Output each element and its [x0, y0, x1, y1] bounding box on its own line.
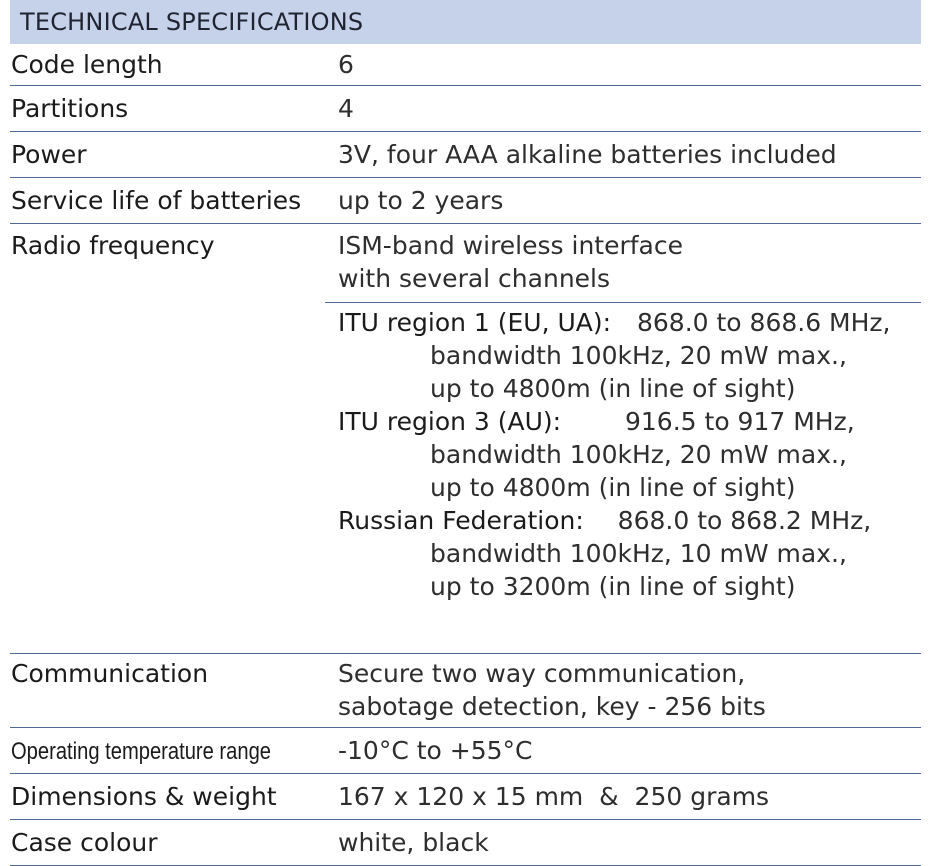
region-2-name: ITU region 3 (AU): [338, 407, 562, 436]
value-dimensions: 167 x 120 x 15 mm & 250 grams [338, 782, 770, 811]
radio-divider [325, 302, 921, 303]
region-3-detail2: up to 3200m (in line of sight) [430, 572, 796, 601]
row-partitions [10, 86, 921, 132]
value-temperature: -10°C to +55°C [338, 736, 533, 765]
header-title: TECHNICAL SPECIFICATIONS [20, 8, 364, 36]
spec-table [10, 0, 921, 866]
label-radio-frequency: Radio frequency [11, 231, 215, 260]
region-3-detail1: bandwidth 100kHz, 10 mW max., [430, 539, 847, 568]
label-case-colour: Case colour [11, 828, 158, 857]
table-header [10, 0, 921, 44]
row-radio-frequency [10, 224, 921, 654]
region-2-detail1: bandwidth 100kHz, 20 mW max., [430, 440, 847, 469]
region-3-freq: 868.0 to 868.2 MHz, [617, 506, 872, 535]
region-2-freq: 916.5 to 917 MHz, [625, 407, 855, 436]
region-2-heading [338, 405, 855, 438]
value-radio-line1: ISM-band wireless interface [338, 231, 684, 260]
row-case-colour [10, 820, 921, 866]
label-battery-life: Service life of batteries [11, 186, 302, 215]
row-power [10, 132, 921, 178]
value-battery-life: up to 2 years [338, 186, 504, 215]
region-1-heading [338, 306, 891, 339]
label-partitions: Partitions [11, 94, 129, 123]
row-battery-life [10, 178, 921, 224]
row-code-length [10, 44, 921, 86]
label-communication: Communication [11, 659, 209, 688]
row-communication [10, 654, 921, 728]
region-1-freq: 868.0 to 868.6 MHz, [636, 308, 891, 337]
region-2-detail2: up to 4800m (in line of sight) [430, 473, 796, 502]
region-3-heading [338, 504, 871, 537]
region-3-name: Russian Federation: [338, 506, 584, 535]
region-1-detail2: up to 4800m (in line of sight) [430, 374, 796, 403]
value-communication-line2: sabotage detection, key - 256 bits [338, 692, 766, 721]
label-code-length: Code length [11, 50, 163, 79]
row-dimensions [10, 774, 921, 820]
value-case-colour: white, black [338, 828, 489, 857]
row-temperature [10, 728, 921, 774]
value-communication-line1: Secure two way communication, [338, 659, 746, 688]
value-power: 3V, four AAA alkaline batteries included [338, 140, 837, 169]
region-1-name: ITU region 1 (EU, UA): [338, 308, 612, 337]
label-dimensions: Dimensions & weight [11, 782, 277, 811]
value-radio-line2: with several channels [338, 264, 611, 293]
region-1-detail1: bandwidth 100kHz, 20 mW max., [430, 341, 847, 370]
value-code-length: 6 [338, 50, 354, 79]
label-temperature: Operating temperature range [11, 738, 271, 765]
label-power: Power [11, 140, 87, 169]
value-partitions: 4 [338, 94, 354, 123]
